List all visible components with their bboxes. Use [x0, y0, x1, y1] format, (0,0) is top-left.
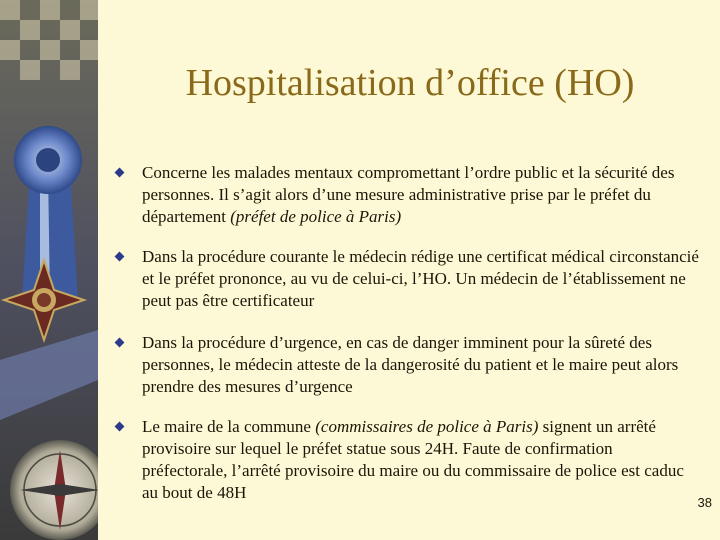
- diamond-bullet-icon: [115, 252, 125, 262]
- bullet-text: Dans la procédure d’urgence, en cas de danger imminent pour la sûreté des personnes, le médecin atteste de la dangerosité du patient et le maire peut alors prendre des mesures d’urgence: [142, 333, 679, 396]
- bullet-text: Dans la procédure courante le médecin rédige une certificat médical circonstancié et le préfet prononce, au vu de celui-ci, l’HO. Un médecin de l’établissement ne peut pas être certificateur: [142, 247, 699, 310]
- medal-and-compass-icon: [0, 0, 98, 540]
- diamond-bullet-icon: [115, 422, 125, 432]
- bullet-text: Le maire de la commune (commissaires de police à Paris) signent un arrêté provisoire sur lequel le préfet statue sous 24H. Faute de confirmation préfectorale, l’arrêté provisoire du maire ou du commissaire de police est caduc au bout de 48H: [142, 417, 684, 502]
- side-decorative-image: [0, 0, 98, 540]
- diamond-bullet-icon: [115, 168, 125, 178]
- bullet-item: [116, 246, 706, 312]
- slide-title: Hospitalisation d’office (HO): [185, 62, 635, 104]
- bullet-item: [116, 332, 706, 398]
- bullet-item: [116, 416, 706, 504]
- page-number: 38: [697, 495, 712, 510]
- bullet-item: [116, 162, 706, 228]
- bullet-text: Concerne les malades mentaux compromettant l’ordre public et la sécurité des personnes. Il s’agit alors d’une mesure administrative prise par le préfet du département (préfet de police à Paris): [142, 163, 675, 226]
- diamond-bullet-icon: [115, 338, 125, 348]
